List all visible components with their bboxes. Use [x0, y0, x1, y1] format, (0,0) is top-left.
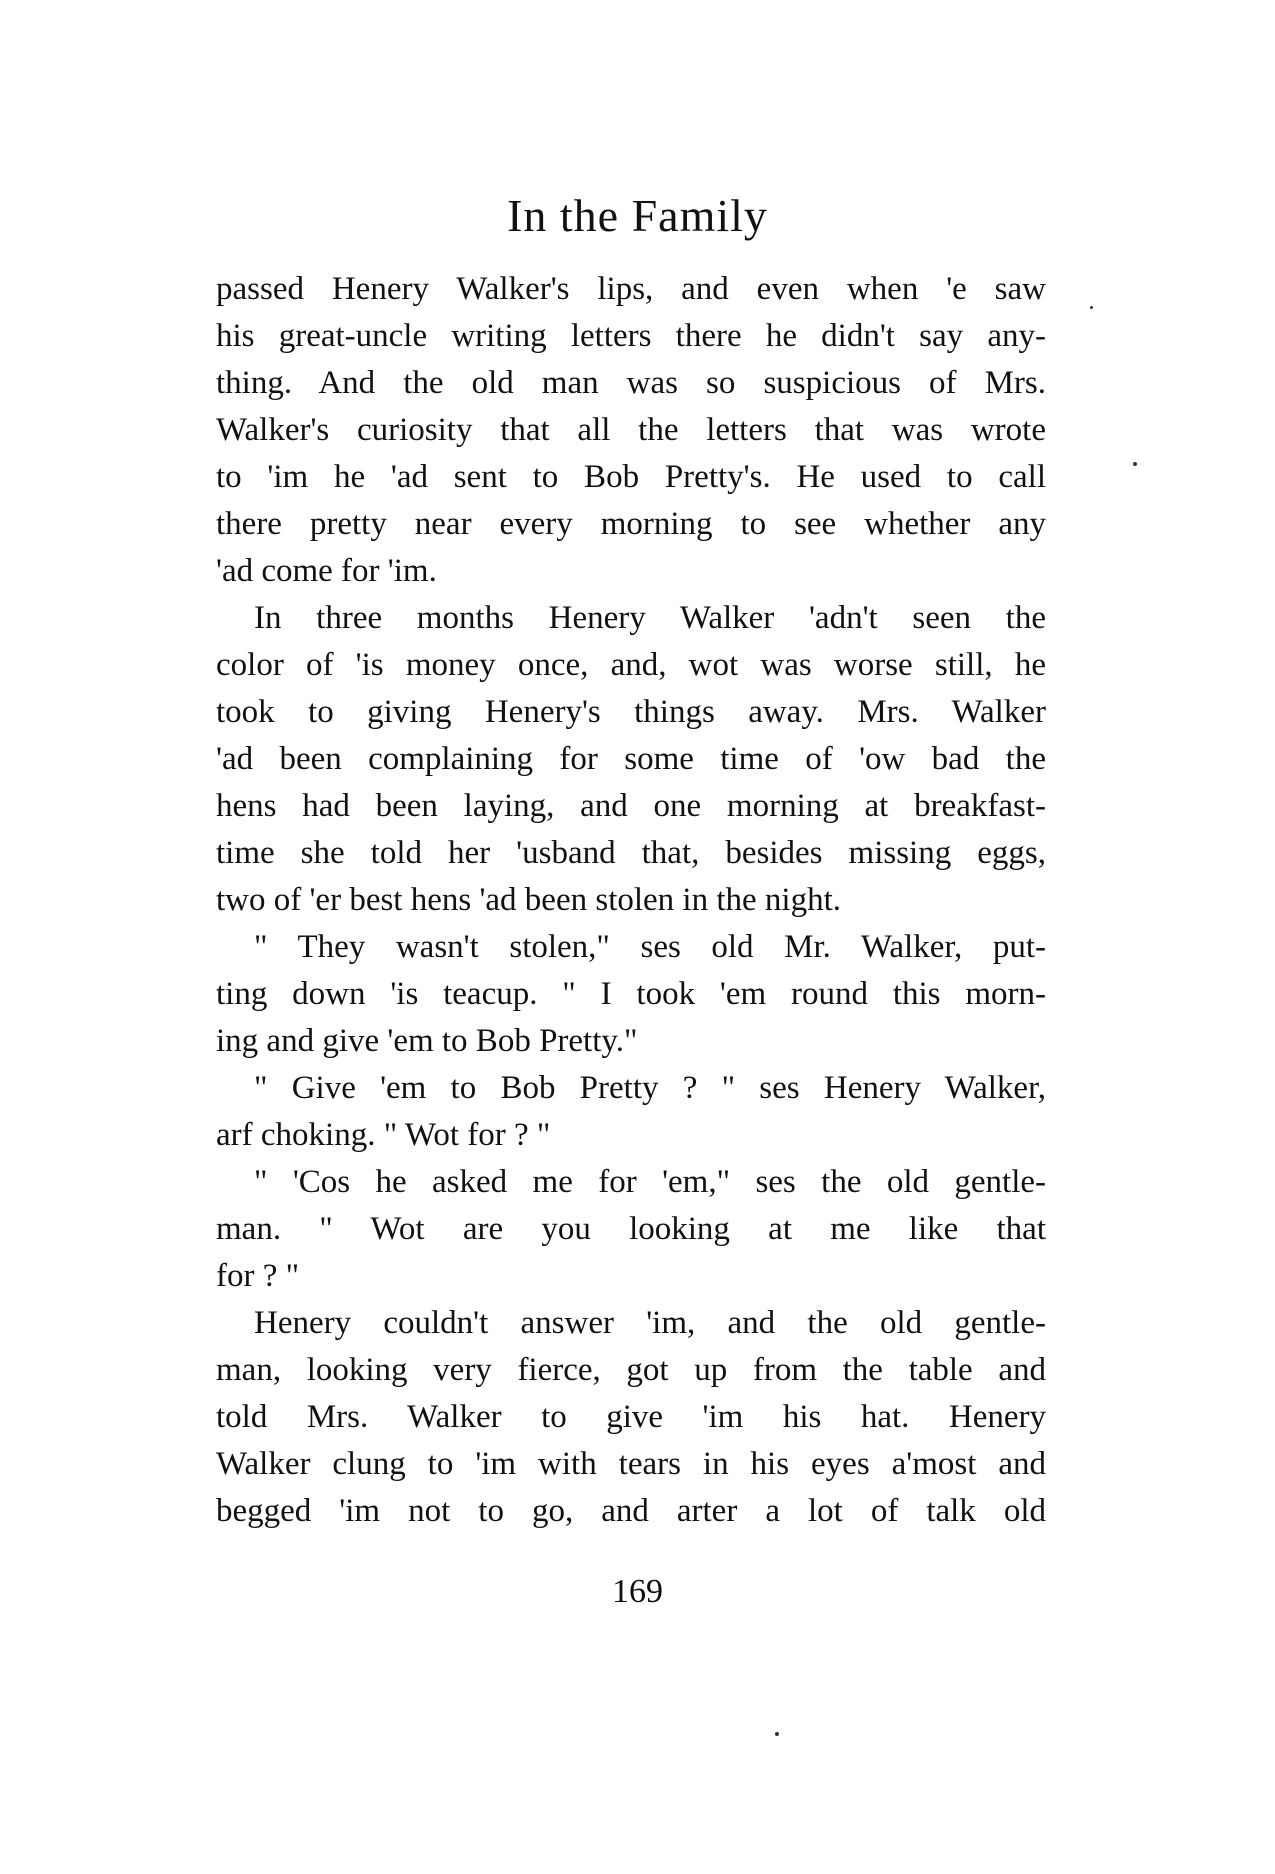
- text-line: there pretty near every morning to see whether any: [216, 506, 1046, 542]
- text-line: ing and give 'em to Bob Pretty.": [216, 1023, 638, 1059]
- text-line: man, looking very fierce, got up from the table and: [216, 1352, 1046, 1388]
- text-line: 'ad been complaining for some time of 'ow bad the: [216, 741, 1046, 777]
- text-line: for ? ": [216, 1258, 300, 1294]
- text-line: two of 'er best hens 'ad been stolen in the night.: [216, 882, 842, 918]
- text-line: told Mrs. Walker to give 'im his hat. Henery: [216, 1399, 1046, 1435]
- text-line: Walker clung to 'im with tears in his eyes a'most and: [216, 1446, 1046, 1482]
- text-line: In three months Henery Walker 'adn't seen the: [254, 600, 1046, 636]
- text-line: begged 'im not to go, and arter a lot of talk old: [216, 1493, 1046, 1529]
- text-line: hens had been laying, and one morning at breakfast-: [216, 788, 1046, 824]
- text-line: ting down 'is teacup. " I took 'em round this morn-: [216, 976, 1046, 1012]
- text-line: passed Henery Walker's lips, and even when 'e saw: [216, 271, 1046, 307]
- text-line: arf choking. " Wot for ? ": [216, 1117, 551, 1153]
- text-line: color of 'is money once, and, wot was worse still, he: [216, 647, 1046, 683]
- scan-speck: [775, 1732, 779, 1736]
- text-line: Walker's curiosity that all the letters that was wrote: [216, 412, 1046, 448]
- text-line: thing. And the old man was so suspicious of Mrs.: [216, 365, 1046, 401]
- text-line: 'ad come for 'im.: [216, 553, 437, 589]
- text-line: to 'im he 'ad sent to Bob Pretty's. He used to call: [216, 459, 1046, 495]
- body-text: [216, 266, 1046, 1535]
- page-number: 169: [612, 1573, 663, 1610]
- text-line: " Give 'em to Bob Pretty ? " ses Henery Walker,: [254, 1070, 1046, 1106]
- text-line: man. " Wot are you looking at me like that: [216, 1211, 1046, 1247]
- scan-speck: [1090, 306, 1093, 309]
- text-line: took to giving Henery's things away. Mrs. Walker: [216, 694, 1046, 730]
- text-line: Henery couldn't answer 'im, and the old gentle-: [254, 1305, 1046, 1341]
- running-head: In the Family: [507, 190, 768, 241]
- text-line: " 'Cos he asked me for 'em," ses the old gentle-: [254, 1164, 1046, 1200]
- scan-speck: [1133, 462, 1137, 466]
- text-line: " They wasn't stolen," ses old Mr. Walker, put-: [254, 929, 1046, 965]
- text-line: his great-uncle writing letters there he didn't say any-: [216, 318, 1046, 354]
- text-line: time she told her 'usband that, besides missing eggs,: [216, 835, 1046, 871]
